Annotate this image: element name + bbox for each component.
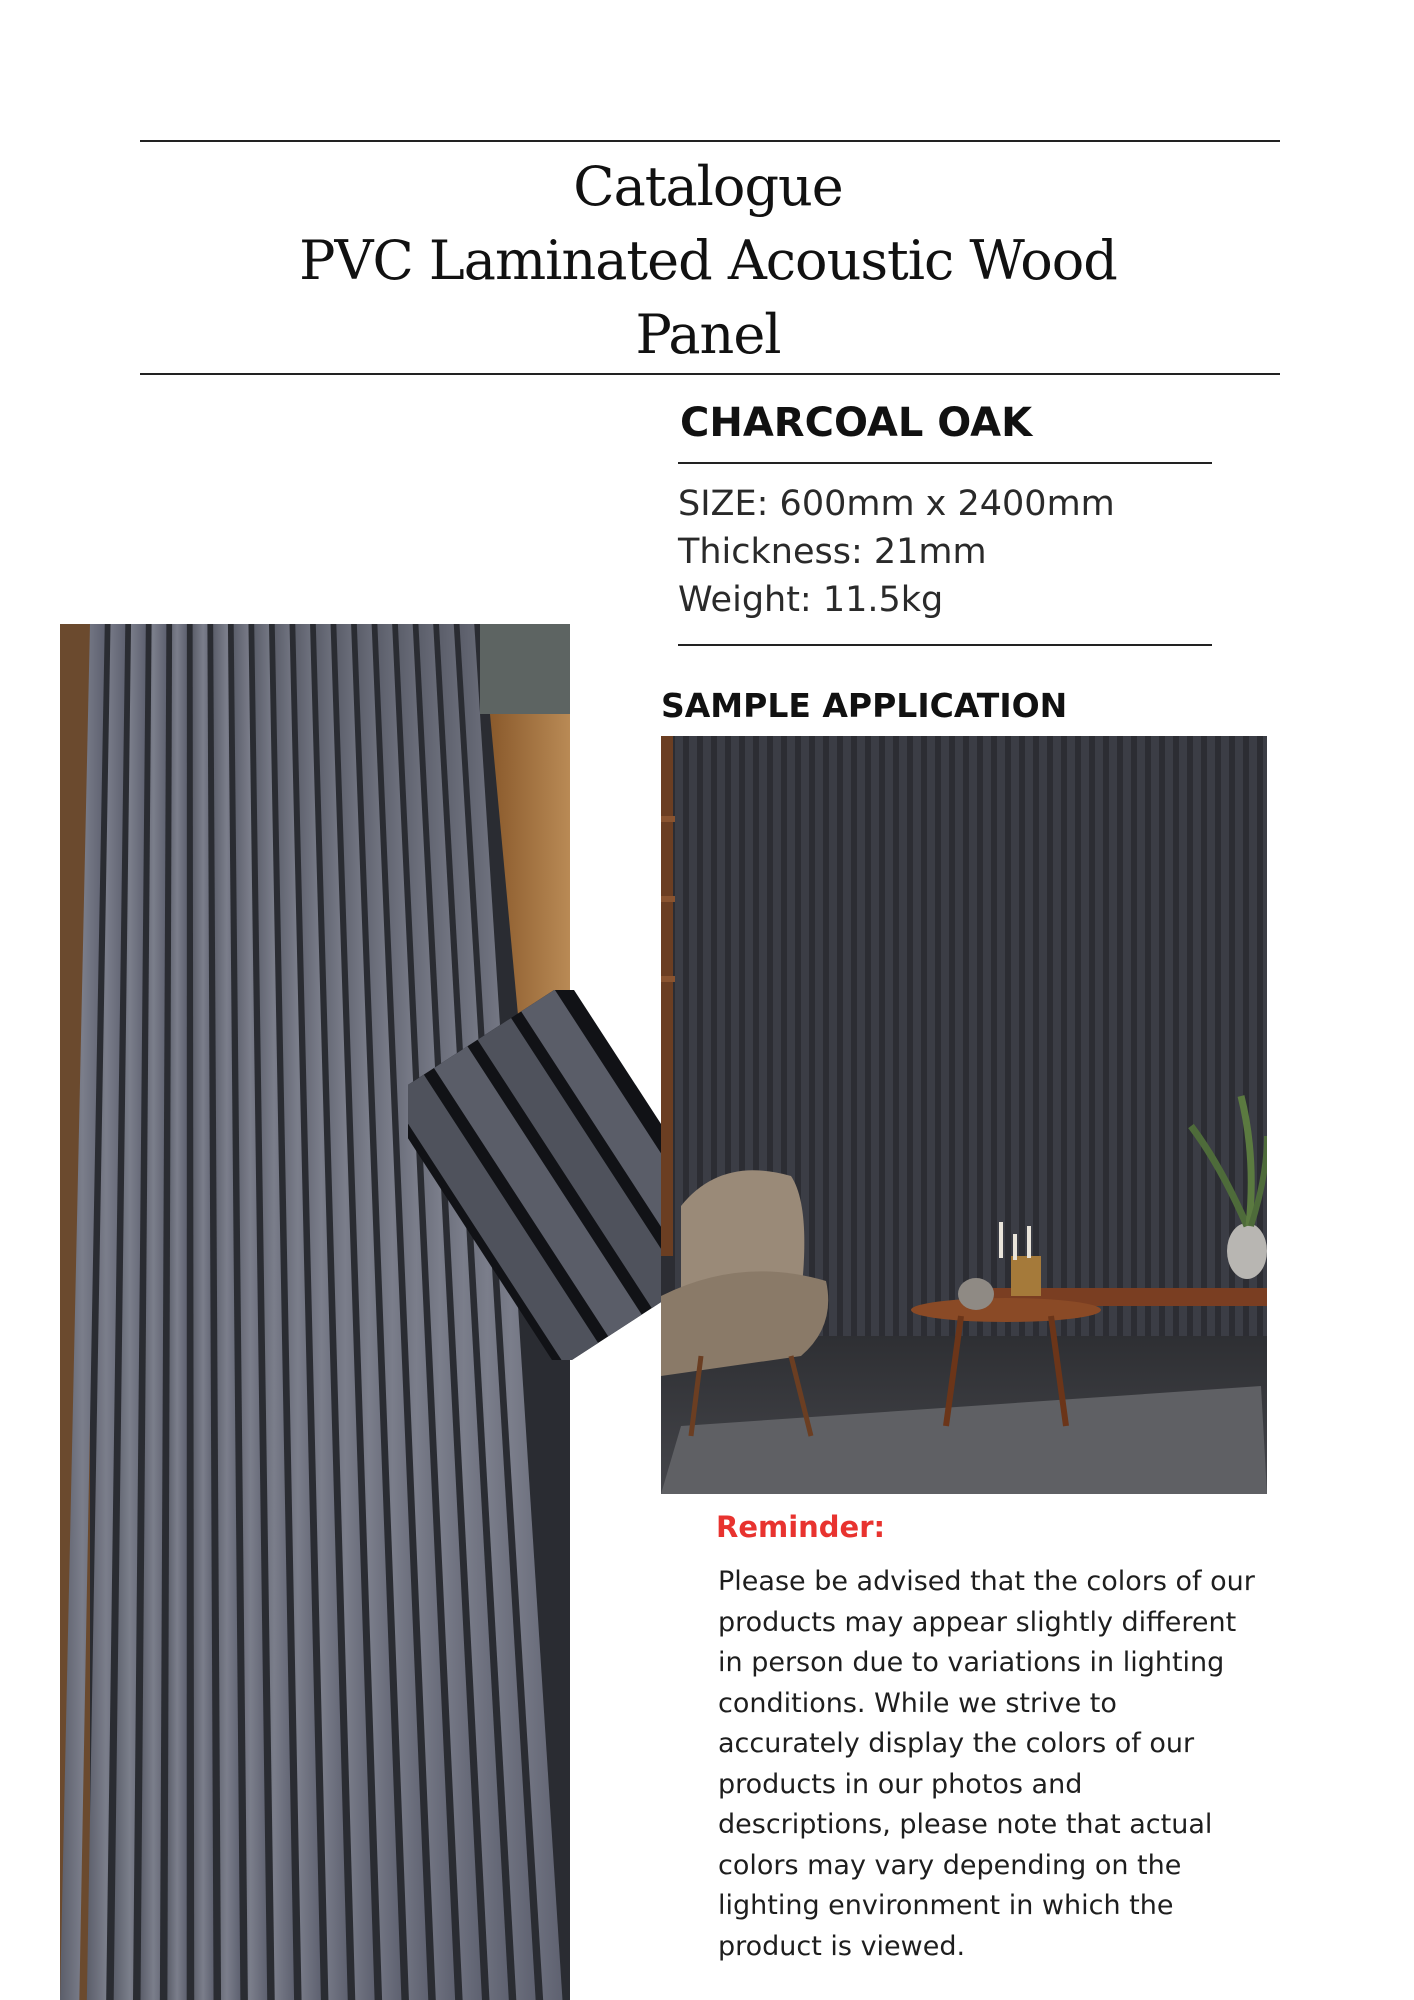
wall-slat: [871, 736, 879, 1336]
reminder-line: lighting environment in which the: [718, 1890, 1174, 1921]
reminder-line: colors may vary depending on the: [718, 1849, 1182, 1881]
wall-slat: [857, 736, 865, 1336]
reminder-line: conditions. While we strive to: [718, 1687, 1117, 1719]
reminder-line: Please be advised that the colors of our: [718, 1566, 1255, 1597]
wall-slat: [843, 736, 851, 1336]
reminder-line: in person due to variations in lighting: [718, 1647, 1225, 1678]
product-name: CHARCOAL OAK: [680, 400, 1033, 446]
product-name-rule: [678, 462, 1212, 464]
wall-slat: [1123, 736, 1131, 1336]
reminder-line: products in our photos and: [718, 1768, 1083, 1800]
wall-slat: [1067, 736, 1075, 1336]
wall-slat: [913, 736, 921, 1336]
room-photo: [661, 736, 1267, 1494]
title-line-3: Panel: [635, 303, 781, 366]
wall-slat: [955, 736, 963, 1336]
wall-slat: [969, 736, 977, 1336]
spec-thickness: Thickness: 21mm: [678, 532, 987, 572]
header-bottom-rule: [140, 373, 1280, 375]
wall-slat: [1095, 736, 1103, 1336]
reminder-line: product is viewed.: [718, 1930, 966, 1962]
reminder-line: descriptions, please note that actual: [718, 1809, 1213, 1840]
wall-slat: [1207, 736, 1215, 1336]
title-line-1: Catalogue: [573, 155, 843, 218]
catalogue-title: [140, 150, 1276, 372]
specs-bottom-rule: [678, 644, 1212, 646]
spec-size: SIZE: 600mm x 2400mm: [678, 484, 1115, 524]
wall-slat: [885, 736, 893, 1336]
wall-slat: [1193, 736, 1201, 1336]
title-line-2: PVC Laminated Acoustic Wood: [299, 229, 1117, 292]
wall-slat: [983, 736, 991, 1336]
reminder-heading: Reminder:: [716, 1510, 886, 1544]
wall-slat: [941, 736, 949, 1336]
header-top-rule: [140, 140, 1280, 142]
wall-slat: [1109, 736, 1117, 1336]
wall-slat: [1053, 736, 1061, 1336]
wall-slat: [1151, 736, 1159, 1336]
reminder-line: products may appear slightly different: [718, 1606, 1237, 1638]
wall-slat: [1081, 736, 1089, 1336]
spec-weight: Weight: 11.5kg: [678, 580, 944, 620]
wall-slat: [1039, 736, 1047, 1336]
product-specs: [678, 480, 1115, 624]
wall-slat: [1179, 736, 1187, 1336]
reminder-text: [718, 1562, 1298, 1967]
sample-application-heading: SAMPLE APPLICATION: [661, 686, 1068, 725]
wall-slat: [829, 736, 837, 1336]
reminder-line: accurately display the colors of our: [718, 1728, 1195, 1759]
wall-slat: [899, 736, 907, 1336]
wall-slat: [1137, 736, 1145, 1336]
wall-slat: [927, 736, 935, 1336]
wall-slat: [815, 736, 823, 1336]
wall-slat: [1165, 736, 1173, 1336]
